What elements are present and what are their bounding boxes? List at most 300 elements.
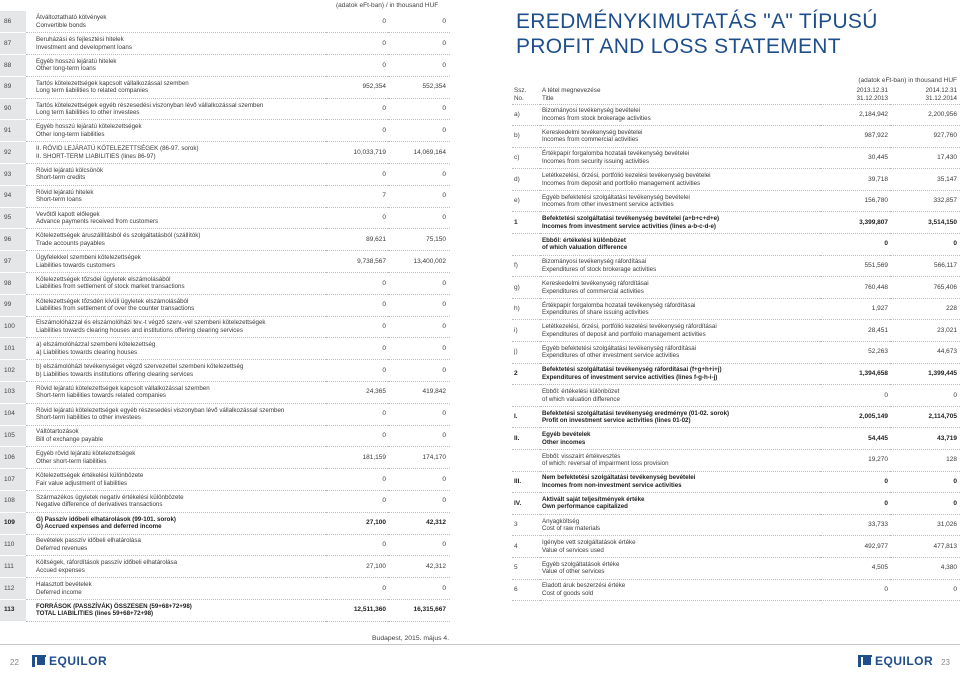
table-row — [512, 169, 960, 191]
value-prev-year: 39,718 — [820, 169, 890, 191]
row-description — [540, 104, 820, 126]
row-description — [26, 403, 326, 425]
row-number: e) — [512, 190, 540, 212]
row-label-en: Accued expenses — [36, 566, 85, 574]
value-current-year: 75,150 — [388, 229, 450, 251]
row-description — [540, 493, 820, 515]
table-row — [0, 382, 450, 404]
row-description — [26, 76, 326, 98]
row-description — [26, 360, 326, 382]
row-description — [540, 126, 820, 148]
row-number: d) — [512, 169, 540, 191]
row-label-hu: Tartós kötelezettségek kapcsolt vállalkozással szemben — [36, 79, 189, 87]
row-label-hu: Kötelezettségek áruszállításból és szolgáltatásból (szállítók) — [36, 232, 201, 240]
row-number: i) — [512, 320, 540, 342]
row-label-en: Profit on investment service activities (lines 01-02) — [542, 417, 691, 425]
row-label-hu: Rövid lejáratú kötelezettségek kapcsolt vállalkozással szemben — [36, 384, 210, 392]
value-prev-year: 0 — [326, 491, 388, 513]
row-label-en: Value of other services — [542, 568, 605, 576]
row-number: II. — [512, 428, 540, 450]
value-current-year: 0 — [388, 316, 450, 338]
value-current-year: 16,315,667 — [388, 600, 450, 622]
row-number: 101 — [0, 338, 26, 360]
row-number: 104 — [0, 403, 26, 425]
row-number: 106 — [0, 447, 26, 469]
table-row — [0, 185, 450, 207]
row-label-en: TOTAL LIABILITIES (lines 59+68+72+98) — [36, 610, 154, 618]
row-number — [512, 450, 540, 472]
value-prev-year: 1,394,658 — [820, 363, 890, 385]
row-number: 100 — [0, 316, 26, 338]
header-title-en: Title — [542, 94, 554, 102]
value-current-year: 0 — [388, 338, 450, 360]
row-label-en: Value of services used — [542, 546, 604, 554]
row-description — [26, 185, 326, 207]
table-row — [0, 98, 450, 120]
header-2013 — [820, 86, 890, 104]
row-description — [26, 164, 326, 186]
table-row — [0, 534, 450, 556]
value-current-year: 3,514,150 — [890, 212, 960, 234]
row-label-hu: Kötelezettségek tőzsdei ügyletek elszámolásából — [36, 275, 171, 283]
unit-label-right: (adatok eFt-ban) in thousand HUF — [858, 77, 957, 84]
row-label-hu: II. RÖVID LEJÁRATÚ KÖTELEZETTSÉGEK (86-97. sorok) — [36, 145, 199, 153]
table-row — [0, 33, 450, 55]
row-number: 109 — [0, 512, 26, 534]
table-row — [512, 126, 960, 148]
value-prev-year: 2,184,942 — [820, 104, 890, 126]
header-title — [540, 86, 820, 104]
row-label-en: Expenditures of share issuing activities — [542, 309, 649, 317]
value-prev-year: 52,263 — [820, 342, 890, 364]
row-number: IV. — [512, 493, 540, 515]
value-current-year: 0 — [388, 120, 450, 142]
value-prev-year: 0 — [820, 493, 890, 515]
row-label-en: Bill of exchange payable — [36, 436, 104, 444]
row-number: 6 — [512, 579, 540, 601]
equilor-logo-icon — [858, 655, 872, 667]
row-description — [26, 142, 326, 164]
profit-loss-table — [512, 86, 960, 601]
value-current-year: 477,813 — [890, 536, 960, 558]
value-current-year: 44,673 — [890, 342, 960, 364]
value-current-year: 1,399,445 — [890, 363, 960, 385]
row-label-hu: Kötelezettségek értékelési különbözete — [36, 472, 144, 480]
row-description — [540, 147, 820, 169]
row-label-en: Long term liabilities to related companies — [36, 87, 149, 95]
row-label-en: Advance payments received from customers — [36, 218, 159, 226]
table-row — [0, 55, 450, 77]
row-label-en: Other short-term liabilities — [36, 457, 107, 465]
table-row — [0, 403, 450, 425]
row-label-en: Deferred income — [36, 588, 82, 596]
row-label-en: Cost of raw materials — [542, 525, 601, 533]
row-description — [540, 212, 820, 234]
row-number: 93 — [0, 164, 26, 186]
row-label-en: II. SHORT-TERM LIABILITIES (lines 86-97) — [36, 152, 156, 160]
value-prev-year: 0 — [820, 471, 890, 493]
value-prev-year: 0 — [326, 578, 388, 600]
row-number: 99 — [0, 294, 26, 316]
table-row — [512, 514, 960, 536]
value-prev-year: 0 — [326, 207, 388, 229]
signature-date: Budapest, 2015. május 4. — [372, 635, 450, 642]
row-label-en: Incomes from stock brokerage activities — [542, 114, 651, 122]
row-number: 3 — [512, 514, 540, 536]
table-row — [512, 104, 960, 126]
value-prev-year: 0 — [326, 403, 388, 425]
row-description — [540, 450, 820, 472]
row-number — [512, 385, 540, 407]
row-number: 94 — [0, 185, 26, 207]
row-description — [26, 578, 326, 600]
value-current-year: 0 — [388, 98, 450, 120]
value-current-year: 0 — [388, 185, 450, 207]
equilor-logo-text: EQUILOR — [49, 654, 108, 668]
row-label-hu: Értékpapír forgalomba hozatali tevékenység bevételei — [542, 150, 690, 158]
value-prev-year: 3,399,807 — [820, 212, 890, 234]
row-label-en: Other long-term liabilities — [36, 130, 105, 138]
row-number: 112 — [0, 578, 26, 600]
row-label-en: Expenditures of stock brokerage activities — [542, 265, 657, 273]
value-prev-year: 952,354 — [326, 76, 388, 98]
table-row — [512, 450, 960, 472]
table-row — [0, 600, 450, 622]
value-current-year: 332,857 — [890, 190, 960, 212]
value-current-year: 0 — [388, 469, 450, 491]
value-prev-year: 12,511,360 — [326, 600, 388, 622]
row-label-hu: Elszámolóházzal és elszámolóházi tev.-t végző szerv.-vel szembeni kötelezettségek — [36, 319, 266, 327]
value-prev-year: 33,733 — [820, 514, 890, 536]
row-label-hu: Egyéb bevételek — [542, 431, 591, 439]
table-row — [512, 536, 960, 558]
row-description — [540, 255, 820, 277]
table-row — [512, 428, 960, 450]
value-current-year: 419,842 — [388, 382, 450, 404]
row-description — [540, 385, 820, 407]
table-row — [0, 294, 450, 316]
value-current-year: 0 — [388, 491, 450, 513]
value-current-year: 0 — [388, 360, 450, 382]
statement-title-english: PROFIT AND LOSS STATEMENT — [516, 35, 841, 58]
row-description — [540, 298, 820, 320]
row-number: 92 — [0, 142, 26, 164]
value-prev-year: 28,451 — [820, 320, 890, 342]
row-number: 90 — [0, 98, 26, 120]
table-row — [0, 556, 450, 578]
row-label-hu: Rövid lejáratú kötelezettségek egyéb részesedési viszonyban lévő vállalkozással szemben — [36, 406, 285, 414]
value-prev-year: 0 — [326, 33, 388, 55]
value-current-year: 0 — [388, 273, 450, 295]
value-current-year: 0 — [890, 579, 960, 601]
row-label-en: Liabilities towards customers — [36, 261, 116, 269]
table-row — [512, 234, 960, 256]
row-label-en: Liabilities towards clearing houses and institutions offering clearing services — [36, 327, 243, 335]
row-number: 96 — [0, 229, 26, 251]
table-row — [512, 406, 960, 428]
row-label-en: Own performance capitalized — [542, 503, 628, 511]
value-prev-year: 0 — [820, 385, 890, 407]
value-prev-year: 19,270 — [820, 450, 890, 472]
row-label-en: Trade accounts payables — [36, 239, 105, 247]
row-label-en: of which valuation difference — [542, 244, 628, 252]
row-description — [540, 471, 820, 493]
value-current-year: 0 — [890, 385, 960, 407]
row-number: 88 — [0, 55, 26, 77]
row-label-en: of which: reversal of impairment loss provision — [542, 460, 669, 468]
table-row — [512, 579, 960, 601]
table-row — [0, 76, 450, 98]
value-prev-year: 156,780 — [820, 190, 890, 212]
header-2014-hu: 2014.12.31 — [925, 87, 957, 95]
value-prev-year: 89,621 — [326, 229, 388, 251]
row-description — [26, 600, 326, 622]
row-label-en: Liabilities from settlement of stock market transactions — [36, 283, 185, 291]
row-label-hu: Egyéb hosszú lejáratú hitelek — [36, 57, 117, 65]
statement-title-hungarian: EREDMÉNYKIMUTATÁS "A" TÍPUSÚ — [516, 10, 878, 33]
table-row — [512, 471, 960, 493]
unit-label-left: (adatok eFt-ban) / in thousand HUF — [336, 2, 439, 9]
value-prev-year: 0 — [326, 469, 388, 491]
row-description — [540, 169, 820, 191]
row-label-hu: Bevételek passzív időbeli elhatárolása — [36, 537, 141, 545]
row-label-hu: Kereskedelmi tevékenység bevételei — [542, 128, 643, 136]
row-label-hu: Rövid lejáratú hitelek — [36, 188, 94, 196]
equilor-logo-right — [858, 654, 933, 669]
table-row — [512, 557, 960, 579]
value-prev-year: 10,033,719 — [326, 142, 388, 164]
row-label-hu: Egyéb szolgáltatások értéke — [542, 560, 620, 568]
value-prev-year: 0 — [326, 164, 388, 186]
row-number: 2 — [512, 363, 540, 385]
header-no — [512, 86, 540, 104]
value-current-year: 2,200,956 — [890, 104, 960, 126]
value-prev-year: 0 — [820, 579, 890, 601]
value-prev-year: 0 — [326, 360, 388, 382]
header-no-en: No. — [514, 94, 524, 102]
row-label-hu: Halasztott bevételek — [36, 581, 92, 589]
value-prev-year: 181,159 — [326, 447, 388, 469]
value-current-year: 23,021 — [890, 320, 960, 342]
table-row — [0, 229, 450, 251]
row-label-hu: Egyéb hosszú lejáratú kötelezettségek — [36, 123, 142, 131]
table-row — [512, 190, 960, 212]
table-row — [512, 212, 960, 234]
value-prev-year: 492,977 — [820, 536, 890, 558]
row-description — [26, 229, 326, 251]
row-number: h) — [512, 298, 540, 320]
row-label-hu: Befektetési szolgáltatási tevékenység ráfordításai (f+g+h+i+j) — [542, 366, 722, 374]
table-row — [0, 251, 450, 273]
row-description — [26, 512, 326, 534]
row-label-en: Incomes from other investment service activities — [542, 201, 674, 209]
row-label-hu: Származékos ügyletek negatív értékelési különbözete — [36, 493, 184, 501]
row-label-en: Expenditures of investment service activities (lines f-g-h-i-j) — [542, 373, 718, 381]
value-current-year: 0 — [890, 493, 960, 515]
left-page — [0, 0, 460, 699]
table-row — [0, 120, 450, 142]
row-number: 98 — [0, 273, 26, 295]
table-row — [0, 164, 450, 186]
row-description — [540, 514, 820, 536]
row-label-en: Other long-term loans — [36, 65, 96, 73]
row-label-hu: Váltótartozások — [36, 428, 79, 436]
value-current-year: 35,147 — [890, 169, 960, 191]
row-label-en: Expenditures of commercial activities — [542, 287, 644, 295]
value-prev-year: 0 — [326, 425, 388, 447]
row-description — [540, 320, 820, 342]
row-description — [540, 277, 820, 299]
row-number: 97 — [0, 251, 26, 273]
row-label-en: Convertible bonds — [36, 21, 86, 29]
row-number: f) — [512, 255, 540, 277]
table-header-row — [512, 86, 960, 104]
value-current-year: 0 — [388, 425, 450, 447]
row-label-hu: Ügyfelekkel szembeni kötelezettségek — [36, 254, 141, 262]
row-description — [26, 491, 326, 513]
row-description — [26, 207, 326, 229]
row-description — [540, 190, 820, 212]
row-number: 95 — [0, 207, 26, 229]
row-label-hu: b) elszámolóházi tevékenységet végző szervezettel szembeni kötelezettség — [36, 363, 244, 371]
table-row — [0, 273, 450, 295]
row-label-en: Expenditures of deposit and portfolio management activities — [542, 330, 706, 338]
row-label-hu: Befektetési szolgáltatási tevékenység bevételei (a+b+c+d+e) — [542, 215, 720, 223]
row-number: 108 — [0, 491, 26, 513]
row-label-en: Other incomes — [542, 438, 586, 446]
row-description — [540, 234, 820, 256]
value-prev-year: 0 — [326, 294, 388, 316]
row-label-en: Short-term liabilities towards related companies — [36, 392, 166, 400]
row-label-en: Expenditures of other investment service activities — [542, 352, 680, 360]
value-current-year: 0 — [388, 164, 450, 186]
table-row — [512, 493, 960, 515]
value-prev-year: 24,365 — [326, 382, 388, 404]
row-label-hu: Anyagköltség — [542, 517, 580, 525]
value-current-year: 0 — [388, 11, 450, 33]
row-label-hu: Ebből: értékelési különbözet — [542, 387, 620, 395]
row-label-hu: Egyéb befektetési szolgáltatási tevékenység bevételei — [542, 193, 690, 201]
row-label-en: Incomes from commercial activities — [542, 136, 639, 144]
value-prev-year: 4,505 — [820, 557, 890, 579]
page-number-right: 23 — [941, 658, 950, 667]
row-label-hu: Kereskedelmi tevékenység ráfordításai — [542, 279, 649, 287]
equilor-logo-left — [32, 654, 107, 669]
value-prev-year: 0 — [326, 273, 388, 295]
row-label-en: G) Accrued expenses and deferred income — [36, 523, 162, 531]
row-label-hu: Vevőtől kapott előlegek — [36, 210, 100, 218]
value-current-year: 0 — [890, 471, 960, 493]
header-2013-hu: 2013.12.31 — [856, 87, 888, 95]
value-prev-year: 987,922 — [820, 126, 890, 148]
row-number: 89 — [0, 76, 26, 98]
value-current-year: 31,026 — [890, 514, 960, 536]
value-prev-year: 2,005,149 — [820, 406, 890, 428]
row-description — [26, 11, 326, 33]
table-row — [0, 360, 450, 382]
equilor-logo-icon — [32, 655, 46, 667]
row-label-hu: Letétkezelési, őrzési, portfólió kezelési tevékenység ráfordításai — [542, 323, 717, 331]
table-row — [512, 147, 960, 169]
page-number-left: 22 — [10, 658, 19, 667]
row-description — [540, 363, 820, 385]
value-current-year: 0 — [388, 33, 450, 55]
row-number: b) — [512, 126, 540, 148]
row-description — [540, 406, 820, 428]
row-number: 102 — [0, 360, 26, 382]
row-label-hu: Befektetési szolgáltatási tevékenység eredménye (01-02. sorok) — [542, 409, 730, 417]
value-current-year: 4,380 — [890, 557, 960, 579]
table-row — [0, 447, 450, 469]
row-label-en: Short-term credits — [36, 174, 86, 182]
value-current-year: 552,354 — [388, 76, 450, 98]
row-label-hu: Eladott áruk beszerzési értéke — [542, 582, 626, 590]
row-description — [26, 425, 326, 447]
table-row — [512, 255, 960, 277]
value-current-year: 128 — [890, 450, 960, 472]
value-prev-year: 27,100 — [326, 556, 388, 578]
row-label-en: Short-term loans — [36, 196, 82, 204]
value-prev-year: 760,448 — [820, 277, 890, 299]
value-current-year: 2,114,705 — [890, 406, 960, 428]
row-label-en: Incomes from investment service activities (lines a-b-c-d-e) — [542, 222, 716, 230]
value-current-year: 0 — [388, 534, 450, 556]
table-row — [0, 512, 450, 534]
value-current-year: 765,406 — [890, 277, 960, 299]
row-number: III. — [512, 471, 540, 493]
header-title-hu: A tétel megnevezése — [542, 87, 601, 95]
value-current-year: 0 — [388, 294, 450, 316]
row-label-hu: Rövid lejáratú kölcsönök — [36, 166, 104, 174]
row-number: I. — [512, 406, 540, 428]
value-current-year: 17,430 — [890, 147, 960, 169]
value-current-year: 228 — [890, 298, 960, 320]
table-row — [0, 469, 450, 491]
value-prev-year: 54,445 — [820, 428, 890, 450]
row-label-hu: Ebből: visszaírt értékvesztés — [542, 452, 621, 460]
row-label-en: Short-term liabilities to other investees — [36, 414, 141, 422]
value-prev-year: 551,569 — [820, 255, 890, 277]
row-number — [512, 234, 540, 256]
table-row — [512, 320, 960, 342]
value-prev-year: 0 — [820, 234, 890, 256]
row-label-en: a) Liabilities towards clearing houses — [36, 348, 138, 356]
value-current-year: 0 — [388, 55, 450, 77]
value-current-year: 0 — [388, 578, 450, 600]
header-2014-en: 31.12.2014 — [925, 94, 957, 102]
row-description — [540, 579, 820, 601]
row-label-hu: Kötelezettségek tőzsdén kívüli ügyletek elszámolásából — [36, 297, 189, 305]
header-2014 — [890, 86, 960, 104]
value-current-year: 43,719 — [890, 428, 960, 450]
table-row — [512, 298, 960, 320]
row-number: 4 — [512, 536, 540, 558]
row-label-hu: Beruházási és fejlesztési hitelek — [36, 36, 124, 44]
value-current-year: 42,312 — [388, 512, 450, 534]
value-current-year: 174,170 — [388, 447, 450, 469]
row-label-hu: a) elszámolóházzal szembeni kötelezettség — [36, 341, 156, 349]
row-number: 87 — [0, 33, 26, 55]
row-label-hu: Bizományosi tevékenység bevételei — [542, 107, 641, 115]
row-label-en: Investment and development loans — [36, 43, 132, 51]
row-label-en: Negative difference of derivatives transactions — [36, 501, 163, 509]
equilor-logo-text: EQUILOR — [875, 654, 934, 668]
row-label-hu: Egyéb rövid lejáratú kötelezettségek — [36, 450, 136, 458]
row-description — [26, 316, 326, 338]
row-label-en: b) Liabilities towards institutions offering clearing services — [36, 370, 194, 378]
row-description — [26, 120, 326, 142]
row-number: g) — [512, 277, 540, 299]
